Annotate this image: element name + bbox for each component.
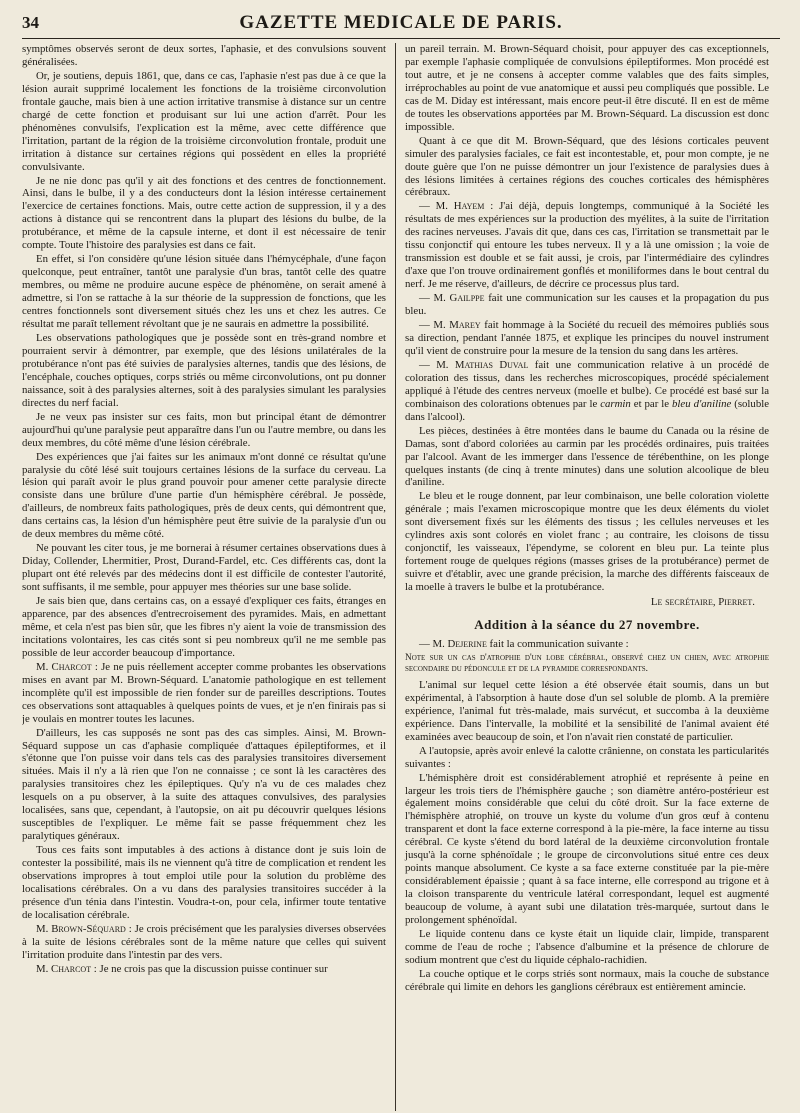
paragraph: En effet, si l'on considère qu'une lésion située dans l'hémycéphale, d'une façon quelconque, peut entraîner, tantôt une paralysie d'un bras, tantôt celle des quatre membres, ou même ne produire aucune espèce de phénomène, on serait amené à admettre, si l'on se rattache à la sur théorie de la suppression de fonctions, que les centres fonctionnels sont diversement situés chez les uns et chez les autres. Ce résultat me paraît tellement révoltant que je ne saurais en admettre la possibilité. bbox=[22, 253, 386, 331]
emphasis: carmin bbox=[600, 397, 631, 410]
paragraph: Je ne nie donc pas qu'il y ait des fonctions et des centres de fonctionnement. Ainsi, dans le bulbe, il y a des conducteurs dont la lésion intéresse certainement l'exercice de certaines fonctions. Mais, outre cette action de suppression, il y a des actions à distance qui se rencontrent dans la plupart des lésions du bulbe, de la protubérance, et même de la capsule interne, et dont il est nécessaire de tenir compte. Toute l'histoire des paralysies est dans ce fait. bbox=[22, 174, 386, 252]
paragraph: L'hémisphère droit est considérablement atrophié et représente à peine en largeur les trois tiers de l'hémisphère gauche ; son diamètre antéro-postérieur est également moins considérable que celui du côté droit. Sur la face externe de l'hémisphère atrophié, on trouve un kyste du volume d'un gros œuf à contenu transparent et dont la face externe correspond à la pie-mère, la face interne au tissu cérébral. Ce kyste s'étend du bord latéral de la deuxième circonvolution frontale jusqu'à la corne sphénoïdale ; le groupe de circonvolutions situé entre ces deux points manque absolument. Ce kyste a sa face externe constituée par la pie-mère considérablement épaissie ; quant à sa face interne, elle correspond au trigone et à la cloison transparente du ventricule latéral correspondant, lequel est augmenté beaucoup de volume, à ayant subi une dilatation très-marquée, surtout dans le prolongement sphénoïdal. bbox=[405, 771, 769, 927]
paragraph-speaker: — M. Dejerine fait la communication suivante : bbox=[419, 637, 629, 650]
paragraph: Ne pouvant les citer tous, je me bornerai à résumer certaines observations dues à Diday, Collender, Lhermitier, Prost, Durand-Fardel, etc. Ces différents cas, dont la plupart ont été relevés par des médecins dont il est difficile de contester l'autorité, sont suffisants, il me semble, pour appuyer mes théories sur une base solide. bbox=[22, 542, 386, 594]
paragraph: Or, je soutiens, depuis 1861, que, dans ce cas, l'aphasie n'est pas due à ce que la lésion aurait supprimé localement les fonctions de la troisième circonvolution frontale gauche, mais bien à une action irritative transmise à distance sur un centre chargé de cette fonction et produisant sur lui une action d'arrêt. Pour les phénomènes convulsifs, l'explication est la même, avec cette différence que l'irritation, partant de la région de la troisième circonvolution frontale, produit une irritation à distance sur certaines régions qui possèdent en elles la propriété convulsivante. bbox=[22, 69, 386, 173]
left-column bbox=[22, 43, 395, 1111]
paragraph: Je sais bien que, dans certains cas, on a essayé d'expliquer ces faits, étranges en apparence, par des absences d'entrecroisement des pyramides. Mais, en admettant même, et cela n'est pas bien sûr, que les fibres n'y aient la voie de transmission des incitations volontaires, les cas cités sont si peu nombreux qu'il ne me semble pas possible de leur accorder beaucoup d'importance. bbox=[22, 595, 386, 659]
article-columns bbox=[22, 43, 780, 1111]
page-number: 34 bbox=[22, 13, 39, 32]
speaker-text: : Je crois précisément que les paralysies diverses observées à la suite de lésions cérébrales sont de la même nature que celles qui suivent l'irritation produite dans l'intestin par des vers. bbox=[22, 922, 387, 961]
paragraph-speaker: — M. Hayem : J'ai déjà, depuis longtemps, communiqué à la Société les résultats de mes expériences sur la production des myélites, à la suite de l'irritation des racines nerveuses. J'avais dit que, dans ces cas, l'irritation se transmettait par le tissu conjonctif qui entoure les tubes nerveux. Il y a là une omission ; la voie de transmission est double et se fait aussi, je crois, par l'intermédiaire des cylindres d'axe que l'on trouve ordinairement gonflés et moniliformes dans le bout central du nerf. Je me réserve, d'ailleurs, de décrire ce processus plus tard. bbox=[405, 200, 769, 291]
paragraph-speaker bbox=[22, 963, 386, 976]
paragraph: Les pièces, destinées à être montées dans le baume du Canada ou la résine de Damas, sont d'abord coloriées au carmin par les procédés ordinaires, puis traitées par l'alcool. Avant de les immerger dans l'essence de térébenthine, on les plonge quelques instants (de cinq à trente minutes) dans une solution alcoolique de bleu d'aniline. bbox=[405, 424, 769, 489]
paragraph: un pareil terrain. M. Brown-Séquard choisit, pour appuyer des cas exceptionnels, par exemple l'aphasie compliquée de convulsions épileptiformes. Mon procédé est tout autre, et je ne consens à accepter comme valables que des faits simples, irréprochables au point de vue anatomique et aussi peu compliqués que possible. Le cas de M. Diday est intéressant, mais encore peut-il être discuté. Il en est de même de toutes les observations apportées par M. Brown-Séquard. La discussion est donc impossible. bbox=[405, 43, 769, 133]
paragraph-speaker bbox=[22, 661, 386, 726]
speaker-text: fait une communication sur les causes et la propagation du pus bleu. bbox=[405, 292, 769, 318]
paragraph: La couche optique et le corps striés sont normaux, mais la couche de substance cérébrale qui limite en dehors les ganglions cérébraux est entièrement amincie. bbox=[405, 967, 769, 993]
speaker-text: et par le bbox=[630, 397, 673, 410]
paragraph: Quant à ce que dit M. Brown-Séquard, que des lésions corticales peuvent simuler des paralysies faciales, ce fait est incontestable, et, pour mon compte, je ne doute guère que l'on ne puisse démontrer un jour l'existence de paralysies dues à des lésions limitées à certaines régions des couches corticales des hémisphères cérébraux. bbox=[405, 134, 769, 199]
paragraph: D'ailleurs, les cas supposés ne sont pas des cas simples. Ainsi, M. Brown-Séquard suppose un cas d'aphasie compliquée d'attaques épileptiformes, et il s'étonne que l'on puisse voir dans tels cas des paralysies transitoires diversement situées. Mais il n'y a là rien que l'on ne connaisse ; ce sont là les caractères des paralysies transitoires chez les épileptiques. Qu'y n'a vu de ces malades chez lesquels on a pu observer, à la suite des attaques convulsives, des paralysies localisées, sans que, cependant, à l'autopsie, on ait pu découvrir quelques lésions susceptibles de l'expliquer. Le même fait se passe fréquemment chez les paralytiques généraux. bbox=[22, 726, 386, 843]
paragraph: Je ne veux pas insister sur ces faits, mon but principal étant de démontrer aujourd'hui qu'une paralysie peut apparaître dans l'un ou l'autre membre, ou dans les deux membres, du côté même d'une lésion cérébrale. bbox=[22, 410, 386, 449]
paragraph: Tous ces faits sont imputables à des actions à distance dont je suis loin de contester la possibilité, mais ils ne viennent qu'à titre de complication et rendent les observations impropres à tout emploi utile pour la solution du problème des localisations cérébrales. On a vu dans des paralysies transitoires succéder à la présence d'un ténia dans l'intestin. Voudra-t-on, pour cela, infirmer toute tentative de localisation cérébrale. bbox=[22, 844, 386, 921]
paragraph: A l'autopsie, après avoir enlevé la calotte crânienne, on constata les particularités suivantes : bbox=[405, 744, 769, 770]
speaker-name: M. Charcot bbox=[36, 660, 92, 673]
paragraph-speaker: — M. Marey fait hommage à la Société du recueil des mémoires publiés sous sa direction, pendant l'année 1875, et explique les principes du nouvel instrument qu'il vient de construire pour la mesure de la tension du sang dans les artères. bbox=[405, 319, 769, 357]
section-heading: Addition à la séance du 27 novembre. bbox=[474, 616, 700, 632]
paragraph-speaker bbox=[22, 923, 386, 962]
speaker-text: fait hommage à la Société du recueil des mémoires publiés sous sa direction, pendant l'année 1875, et explique les principes du nouvel instrument qu'il vient de construire pour la mesure de la tension du sang dans les artères. bbox=[405, 319, 769, 357]
speaker-name: M. Hayem bbox=[435, 200, 485, 213]
speaker-text: : J'ai déjà, depuis longtemps, communiqué à la Société les résultats de mes expériences sur la production des myélites, à la suite de l'irritation des racines nerveuses. J'avais dit que, dans ces cas, l'irritation se transmettait par le tissu conjonctif qui entoure les tubes nerveux. Il y a là une omission ; la voie de transmission est double et se fait aussi, je crois, par l'intermédiaire des cylindres d'axe que l'on trouve ordinairement gonflés et moniliformes dans le bout central du nerf. Je me réserve, d'ailleurs, de décrire ce processus plus tard. bbox=[405, 200, 769, 291]
paragraph: symptômes observés seront de deux sortes, l'aphasie, et des convulsions souvent généralisées. bbox=[22, 43, 386, 68]
paragraph: Le liquide contenu dans ce kyste était un liquide clair, limpide, transparent comme de l'eau de roche ; l'absence d'albumine et la présence de chlorure de sodium montrent que c'est du liquide céphalo-rachidien. bbox=[405, 928, 769, 966]
paragraph: Le bleu et le rouge donnent, par leur combinaison, une belle coloration violette générale ; mais l'examen microscopique montre que les deux éléments du violet sont diversement fixés sur les éléments des tissus ; les cellules nerveuses et les cylindres axis sont colorés en violet franc ; au contraire, les cloisons de tissu conjonctif, les vaisseaux, l'épendyme, se colorent en bleu pur. La teinte plus fortement rouge de quelques régions (masses grises de la protubérance) permet de suivre et d'établir, avec une grande précision, la marche des différents faisceaux de la moelle à travers le bulbe et la protubérance. bbox=[405, 490, 769, 594]
speaker-name: M. Dejerine bbox=[432, 637, 487, 650]
speaker-name: M. Brown-Séquard bbox=[36, 922, 126, 935]
right-column bbox=[396, 43, 769, 1111]
speaker-text: : Je ne crois pas que la discussion puisse continuer sur bbox=[91, 962, 328, 975]
journal-title: GAZETTE MEDICALE DE PARIS. bbox=[239, 12, 563, 33]
paragraph: Des expériences que j'ai faites sur les animaux m'ont donné ce résultat qu'une paralysie du côté lésé suit toujours certaines lésions de la surface du cerveau. La lésion qui paraît avoir le plus grand pouvoir pour amener cette paralysie directe consiste dans une brûlure d'une partie d'un hémisphère cérébral. Je possède, d'ailleurs, de nombreux faits pathologiques, près de deux cents, qui démontrent que, dans certains cas, la lésion d'un hémisphère peut être suivie de la paralysie d'un ou de deux membres du même côté. bbox=[22, 450, 386, 541]
page-header bbox=[22, 12, 780, 39]
speaker-text: : Je ne puis réellement accepter comme probantes les observations mises en avant par M. Brown-Séquard. L'anatomie pathologique en est tellement incomplète qu'il est impossible de rien fonder sur de pareilles descriptions. Toutes ces observations sont attaquables à quelques points de vues, et je n'en finirais pas si je voulais en montrer toutes les lacunes. bbox=[22, 660, 387, 725]
speaker-name: M. Mathias Duval bbox=[436, 358, 529, 371]
speaker-name: M. Charcot bbox=[36, 962, 92, 975]
note-title: Note sur un cas d'atrophie d'un lobe cérébral, observé chez un chien, avec atrophie secondaire du pédoncule et de la pyramide correspondants. bbox=[405, 652, 769, 674]
speaker-name: M. Gailppe bbox=[433, 292, 485, 305]
speaker-text: fait la communication suivante : bbox=[486, 637, 629, 650]
secretary-signature: Le secrétaire, Pierret. bbox=[650, 596, 755, 609]
speaker-text: fait une communication relative à un procédé de coloration des tissus, dans les recherches microscopiques, procédé spécialement appliqué à l'étude des centres nerveux (moelle et bulbe). Ce procédé est basé sur la combinaison des colorations obtenues par le bbox=[405, 358, 769, 410]
speaker-name: M. Marey bbox=[433, 319, 481, 332]
speaker-text: (soluble dans l'alcool). bbox=[405, 397, 769, 423]
paragraph-speaker: — M. Mathias Duval fait une communication relative à un procédé de coloration des tissus, dans les recherches microscopiques, procédé spécialement appliqué à l'étude des centres nerveux (moelle et bulbe). Ce procédé est basé sur la combinaison des colorations obtenues par le carmin et par le bleu d'aniline (soluble dans l'alcool). bbox=[405, 358, 769, 423]
paragraph-speaker: — M. Gailppe fait une communication sur les causes et la propagation du pus bleu. bbox=[405, 292, 769, 318]
paragraph: Les observations pathologiques que je possède sont en très-grand nombre et pourraient servir à démontrer, par exemple, que des lésions unilatérales de la protubérance n'ont pas été suivies de paralysies alternes, tandis que des lésions, de l'encéphale, couches optiques, corps striés ou même circonvolutions, ont pu donner naissance, soit à des paralysies alternes, soit à des paralysies simulant les paralysies directes du nerf facial. bbox=[22, 331, 386, 409]
paragraph: L'animal sur lequel cette lésion a été observée était soumis, dans un but expérimental, à l'absorption à haute dose d'un sel soluble de plomb. A la première expérience, l'animal fut très-malade, mais survécut, et succomba à la deuxième expérience. Dans l'intervalle, la mobilité et la sensibilité de l'animal avaient été examinées avec beaucoup de soin, et l'on n'avait rien constaté de particulier. bbox=[405, 678, 769, 743]
emphasis: bleu d'aniline bbox=[672, 397, 732, 410]
